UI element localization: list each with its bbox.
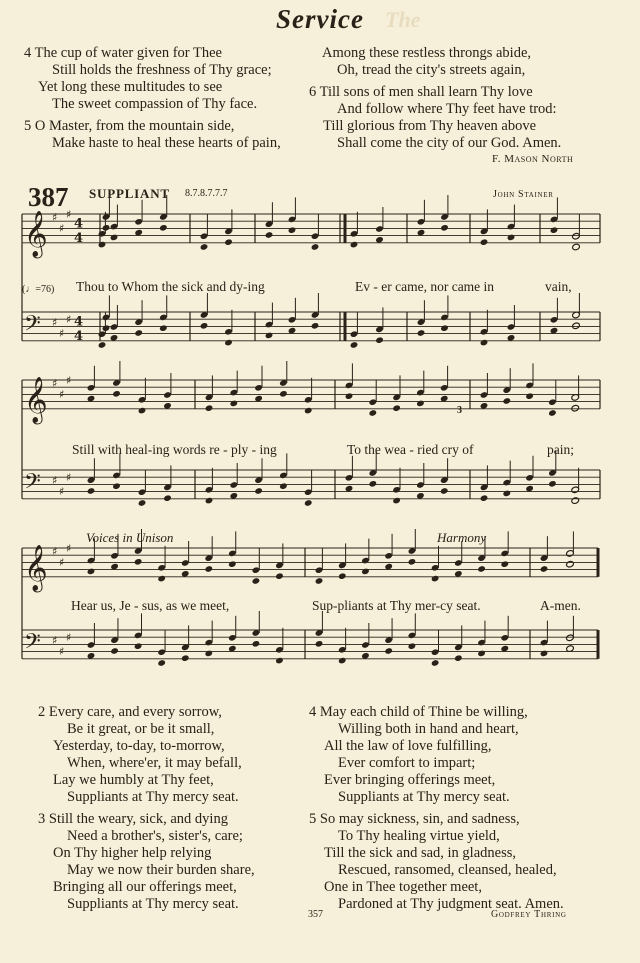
note-head (502, 397, 511, 405)
prev-verse-line: And follow where Thy feet have trod: (337, 101, 557, 117)
sharp-icon: ♯ (52, 211, 58, 224)
note-head (571, 497, 580, 505)
note-head (112, 482, 121, 490)
lyric-line: To the wea - ried cry of (347, 442, 474, 457)
note-head (550, 226, 559, 234)
clefs (24, 208, 83, 660)
note-head (572, 322, 581, 330)
sharp-icon: ♯ (52, 634, 58, 647)
note-head (500, 560, 509, 568)
note-head (110, 647, 119, 655)
treble-clef-icon: 𝄞 (24, 376, 48, 423)
note-head (408, 642, 417, 650)
note-head (138, 407, 147, 415)
sharp-icon: ♯ (52, 474, 58, 487)
prev-verse-line: Till glorious from Thy heaven above (323, 118, 537, 134)
note-head (548, 480, 557, 488)
note-head (102, 224, 111, 232)
note-head (572, 243, 581, 251)
verse-line: May we now their burden share, (67, 862, 255, 878)
note-head (384, 647, 393, 655)
note-head (205, 404, 214, 412)
note-head (345, 392, 354, 400)
lyric-line: Hear us, Je - sus, as we meet, (71, 598, 230, 613)
note-head (204, 565, 213, 573)
note-head (159, 224, 168, 232)
note-head (338, 657, 347, 665)
note-head (265, 231, 274, 239)
verse-line: Lay we humbly at Thy feet, (53, 772, 214, 788)
note-head (392, 404, 401, 412)
note-head (477, 565, 486, 573)
voices-in-unison-direction: Voices in Unison (86, 530, 174, 545)
verse-line: All the law of love fulfilling, (324, 738, 492, 754)
note-head (204, 650, 213, 658)
note-head (315, 640, 324, 648)
note-head (134, 642, 143, 650)
note-head (181, 654, 190, 662)
note-head (440, 487, 449, 495)
note-head (368, 409, 377, 417)
composer-name: John Stainer (493, 189, 554, 200)
verse-line: Need a brother's, sister's, care; (67, 828, 243, 844)
verse-line: 3 Still the weary, sick, and dying (38, 811, 228, 827)
lyric-line: Ev - er came, nor came in (355, 279, 495, 294)
prev-verse-line: Make haste to heal these hearts of pain, (52, 135, 281, 151)
sharp-icon: ♯ (66, 313, 72, 326)
note-head (540, 650, 549, 658)
note-head (480, 238, 489, 246)
treble-clef-icon: 𝄞 (24, 210, 48, 257)
sharp-icon: ♯ (66, 471, 72, 484)
note-head (224, 238, 233, 246)
verse-line: When, where'er, it may befall, (67, 755, 242, 771)
note-head (110, 234, 119, 242)
note-head (431, 659, 440, 667)
note-head (134, 329, 143, 337)
page-number: 357 (308, 909, 323, 920)
prev-verse-line: Shall come the city of our God. Amen. (337, 135, 562, 151)
lyric-line: Sup-pliants at Thy mer-cy seat. (312, 598, 481, 613)
note-head (571, 404, 580, 412)
note-head (279, 482, 288, 490)
note-head (157, 659, 166, 667)
prev-hymn-author: F. Mason North (492, 153, 574, 165)
note-head (224, 339, 233, 347)
note-head (480, 494, 489, 502)
verse-line: Ever bringing offerings meet, (324, 772, 496, 788)
verse-line: Suppliants at Thy mercy seat. (67, 896, 239, 912)
note-head (350, 241, 359, 249)
sharp-icon: ♯ (59, 222, 65, 235)
tempo-marking: (♩=76) (22, 284, 55, 295)
verse-line: 4 May each child of Thine be willing, (309, 704, 528, 720)
note-head (102, 324, 111, 332)
bass-clef-icon: 𝄢 (24, 629, 41, 660)
note-head (375, 336, 384, 344)
lyric-line: A-men. (540, 598, 581, 613)
verse-author: Godfrey Thring (491, 909, 567, 920)
note-head (416, 400, 425, 408)
verse-line: Rescued, ransomed, cleansed, healed, (338, 862, 557, 878)
verse-line: 5 So may sickness, sin, and sadness, (309, 811, 520, 827)
verse-line: Bringing all our offerings meet, (53, 879, 237, 895)
note-head (477, 650, 486, 658)
verse-line: Ever comfort to impart; (338, 755, 476, 771)
note-head (157, 575, 166, 583)
note-head (454, 654, 463, 662)
sharp-icon: ♯ (59, 485, 65, 498)
note-head (275, 657, 284, 665)
hymn-meter: 8.7.8.7.7.7 (185, 188, 228, 199)
note-head (252, 577, 261, 585)
verse-line: 2 Every care, and every sorrow, (38, 704, 222, 720)
page-title: Service (276, 4, 364, 34)
note-head (98, 341, 107, 349)
note-head (200, 243, 209, 251)
sharp-icon: ♯ (66, 542, 72, 555)
sharp-icon: ♯ (52, 316, 58, 329)
note-head (275, 572, 284, 580)
note-head (112, 390, 121, 398)
note-head (440, 224, 449, 232)
note-head (254, 487, 263, 495)
note-head (252, 640, 261, 648)
note-head (304, 407, 313, 415)
note-head (87, 487, 96, 495)
triplet-marking: 3 (457, 405, 462, 416)
note-head (417, 329, 426, 337)
note-head (134, 558, 143, 566)
sharp-icon: ♯ (59, 556, 65, 569)
note-head (525, 392, 534, 400)
time-signature-top: 4 (74, 216, 84, 232)
prev-verse-line: Yet long these multitudes to see (38, 79, 223, 95)
time-signature-bottom: 4 (74, 328, 84, 344)
verse-line: Till the sick and sad, in gladness, (324, 845, 516, 861)
prev-verse-line: The sweet compassion of Thy face. (52, 96, 258, 112)
treble-clef-icon: 𝄞 (24, 544, 48, 591)
verse-line: Suppliants at Thy mercy seat. (338, 789, 510, 805)
note-head (98, 241, 107, 249)
note-head (200, 322, 209, 330)
note-head (138, 499, 147, 507)
tune-name: SUPPLIANT (89, 186, 170, 201)
note-head (566, 560, 575, 568)
note-head (279, 390, 288, 398)
note-head (163, 494, 172, 502)
note-head (159, 324, 168, 332)
sharp-icon: ♯ (52, 377, 58, 390)
note-head (311, 243, 320, 251)
sharp-icon: ♯ (59, 327, 65, 340)
note-head (350, 341, 359, 349)
note-head (431, 575, 440, 583)
note-head (368, 480, 377, 488)
verse-line: Pardoned at Thy judgment seat. Amen. (338, 896, 564, 912)
prev-verse-line: Among these restless throngs abide, (322, 45, 532, 61)
lyric-line: Still with heal-ing words re - ply - ing (72, 442, 277, 457)
prev-verse-line: 4 The cup of water given for Thee (24, 45, 222, 61)
note-head (408, 558, 417, 566)
lyric-line: vain, (545, 279, 572, 294)
verse-line: Suppliants at Thy mercy seat. (67, 789, 239, 805)
verse-line: To Thy healing virtue yield, (338, 828, 500, 844)
note-head (548, 409, 557, 417)
sharp-icon: ♯ (59, 645, 65, 658)
note-head (229, 400, 238, 408)
note-head (540, 565, 549, 573)
hymn-number: 387 (28, 182, 69, 212)
sharp-icon: ♯ (66, 208, 72, 221)
note-head (338, 572, 347, 580)
note-head (87, 568, 96, 576)
lyric-line: Thou to Whom the sick and dy-ing (76, 279, 265, 294)
note-head (288, 226, 297, 234)
bass-clef-icon: 𝄢 (24, 311, 41, 342)
verse-line: Willing both in hand and heart, (338, 721, 519, 737)
prev-verse-line: Oh, tread the city's streets again, (337, 62, 526, 78)
note-head (304, 499, 313, 507)
note-head (440, 324, 449, 332)
note-head (205, 497, 214, 505)
prev-verse-line: Still holds the freshness of Thy grace; (52, 62, 272, 78)
lyric-line: pain; (547, 442, 574, 457)
note-head (315, 577, 324, 585)
sharp-icon: ♯ (66, 374, 72, 387)
note-head (480, 339, 489, 347)
verse-line: Be it great, or be it small, (67, 721, 215, 737)
prev-verse-line: 5 O Master, from the mountain side, (24, 118, 235, 134)
note-head (502, 490, 511, 498)
note-head (361, 568, 370, 576)
time-signature-bottom: 4 (74, 230, 84, 246)
prev-verse-line: 6 Till sons of men shall learn Thy love (309, 84, 533, 100)
time-signature-top: 4 (74, 314, 84, 330)
bleed-through-text: The (385, 7, 421, 32)
note-head (392, 497, 401, 505)
note-head (507, 234, 516, 242)
sharp-icon: ♯ (52, 545, 58, 558)
verse-line: Yesterday, to-day, to-morrow, (53, 738, 225, 754)
sharp-icon: ♯ (59, 388, 65, 401)
note-heads (87, 195, 581, 667)
harmony-direction: Harmony (437, 530, 487, 545)
verse-line: On Thy higher help relying (53, 845, 212, 861)
bass-clef-icon: 𝄢 (24, 469, 41, 500)
verse-line: One in Thee together meet, (324, 879, 482, 895)
sharp-icon: ♯ (66, 631, 72, 644)
note-head (265, 332, 274, 340)
note-head (311, 322, 320, 330)
note-head (228, 560, 237, 568)
